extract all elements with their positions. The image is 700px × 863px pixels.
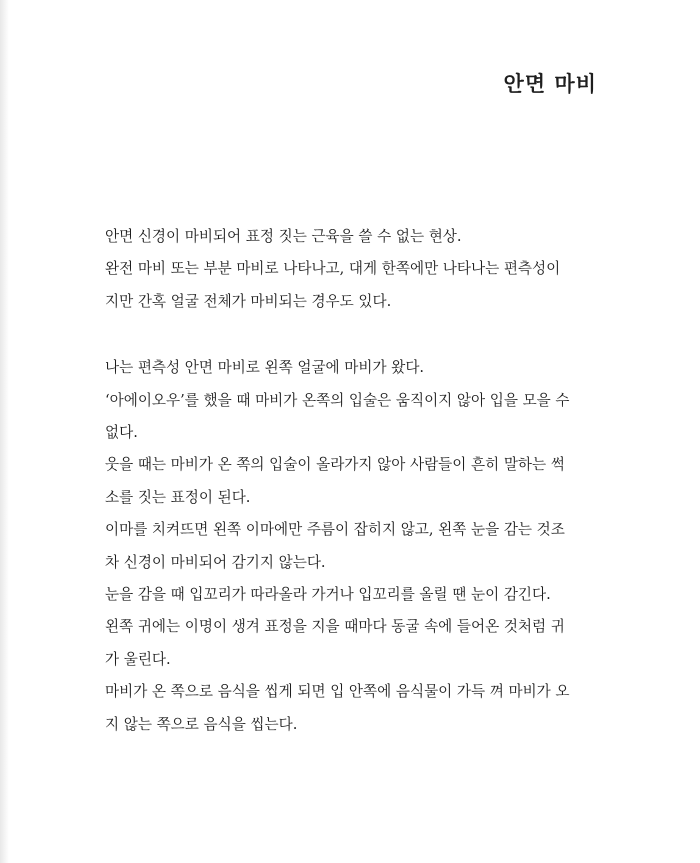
- text-line: ‘아에이오우’를 했을 때 마비가 온쪽의 입술은 움직이지 않아 입을 모을 수: [105, 391, 570, 409]
- text-line: 왼쪽 귀에는 이명이 생겨 표정을 지을 때마다 동굴 속에 들어온 것처럼 귀: [105, 618, 565, 636]
- paragraph-personal-experience: [105, 352, 605, 741]
- text-line: 이마를 치켜뜨면 왼쪽 이마에만 주름이 잡히지 않고, 왼쪽 눈을 감는 것조: [105, 521, 565, 539]
- page-title: 안면 마비: [503, 71, 597, 96]
- paragraph-definition: [105, 221, 605, 318]
- text-line: 안면 신경이 마비되어 표정 짓는 근육을 쓸 수 없는 현상.: [105, 228, 462, 245]
- text-line: 소를 짓는 표정이 된다.: [105, 488, 251, 506]
- text-line: 나는 편측성 안면 마비로 왼쪽 얼굴에 마비가 왔다.: [105, 359, 425, 377]
- paragraph-gap: [105, 318, 605, 352]
- text-line: 지 않는 쪽으로 음식을 씹는다.: [105, 715, 298, 733]
- text-line: 지만 간혹 얼굴 전체가 마비되는 경우도 있다.: [105, 292, 392, 310]
- text-line: 완전 마비 또는 부분 마비로 나타나고, 대게 한쪽에만 나타나는 편측성이: [105, 260, 561, 278]
- text-line: 웃을 때는 마비가 온 쪽의 입술이 올라가지 않아 사람들이 흔히 말하는 썩: [105, 456, 565, 474]
- text-line: 차 신경이 마비되어 감기지 않는다.: [105, 553, 326, 571]
- text-line: 눈을 감을 때 입꼬리가 따라올라 가거나 입꼬리를 올릴 땐 눈이 감긴다.: [105, 586, 551, 604]
- text-line: 마비가 온 쪽으로 음식을 씹게 되면 입 안쪽에 음식물이 가득 껴 마비가 오: [105, 683, 570, 701]
- page-edge-shadow: [0, 0, 9, 863]
- text-line: 없다.: [105, 424, 138, 442]
- text-line: 가 울린다.: [105, 650, 171, 668]
- body-text: [105, 221, 605, 741]
